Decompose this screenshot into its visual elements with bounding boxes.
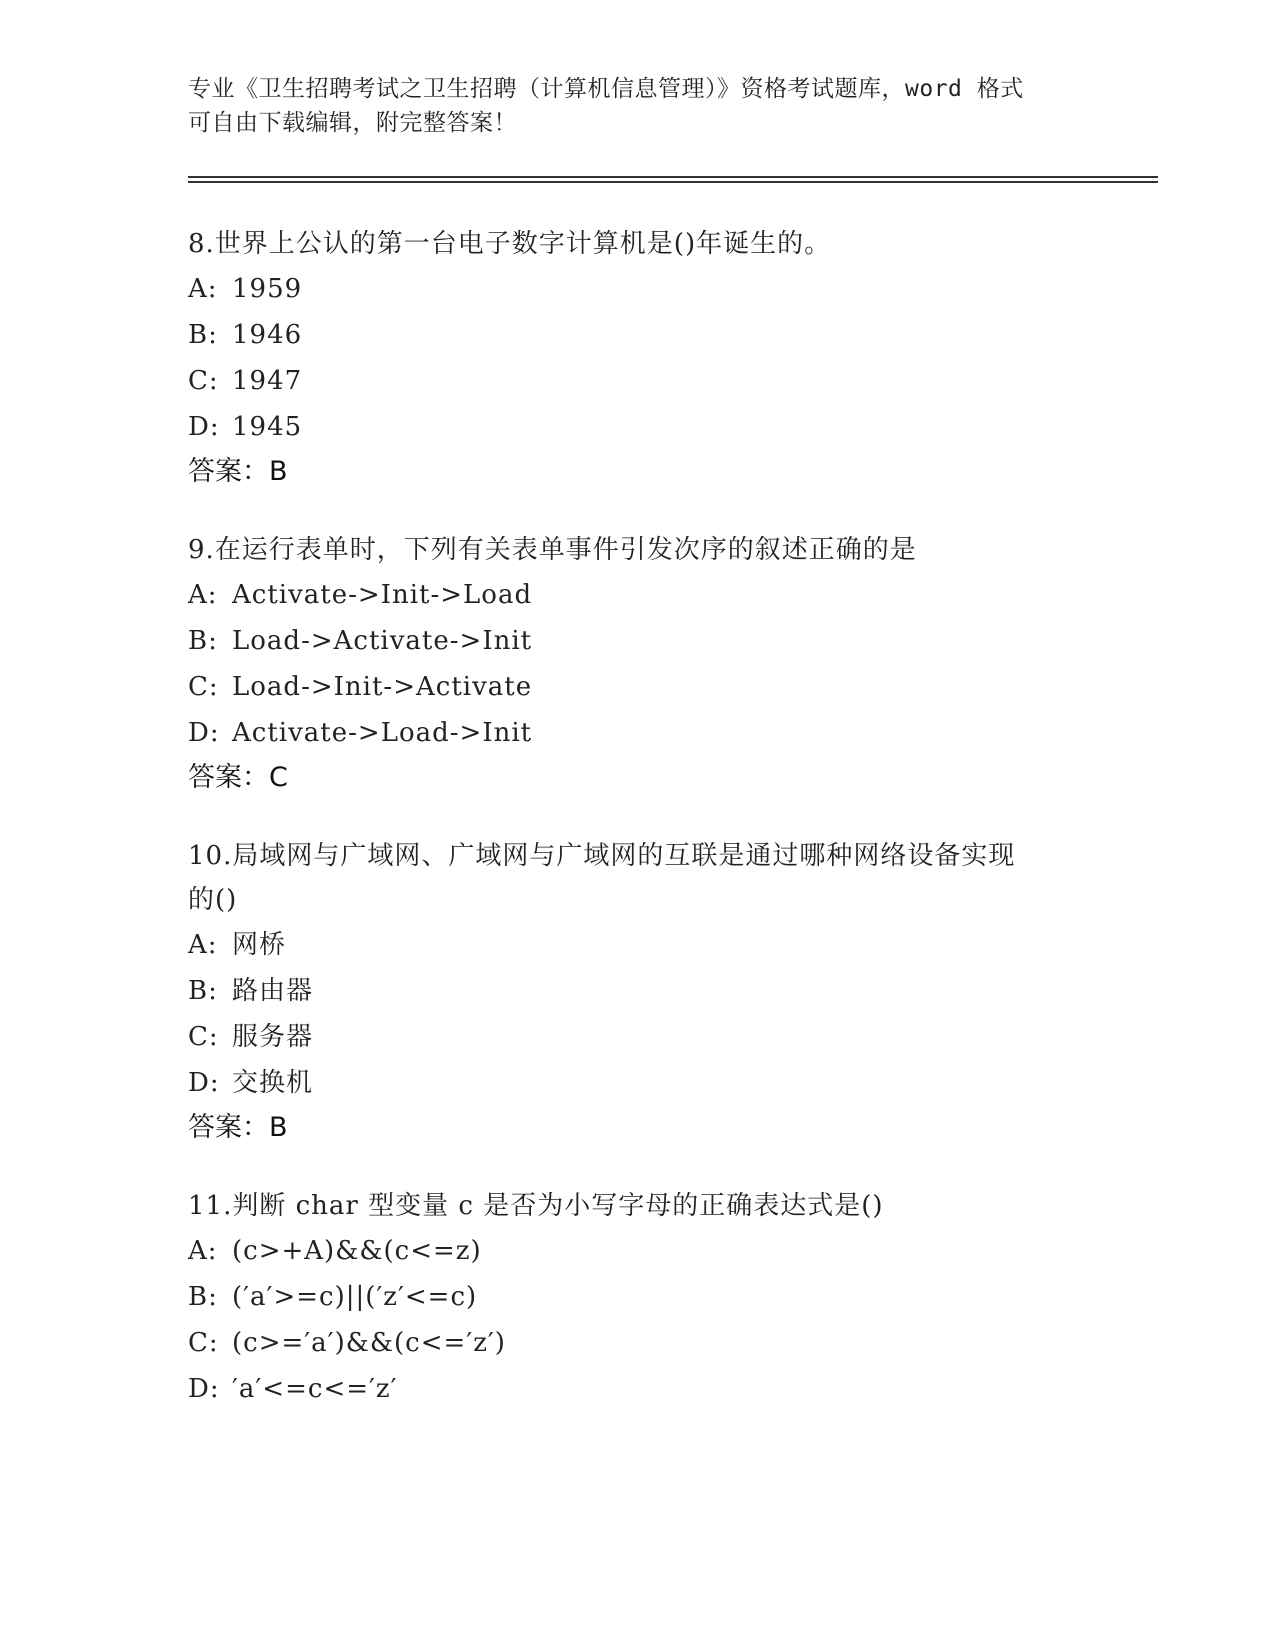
option-text: 1959 (232, 274, 303, 304)
question-stem-line: 的() (188, 885, 238, 915)
question-11 (188, 1184, 1088, 1412)
option-a (188, 572, 1088, 618)
option-letter: A: (188, 1236, 218, 1266)
option-text: 1946 (232, 320, 303, 350)
option-a (188, 266, 1088, 312)
option-letter: A: (188, 930, 218, 960)
option-b (188, 968, 1088, 1014)
question-10 (188, 834, 1088, 1150)
option-c (188, 1320, 1088, 1366)
option-letter: B: (188, 320, 218, 350)
option-letter: D: (188, 1374, 220, 1404)
question-stem (188, 834, 1088, 922)
option-letter: C: (188, 1022, 219, 1052)
header-divider-double (188, 181, 1158, 183)
option-text: (c>=′a′)&&(c<=′z′) (232, 1328, 506, 1358)
option-text: 服务器 (232, 1022, 314, 1052)
option-letter: A: (188, 274, 218, 304)
option-letter: B: (188, 1282, 218, 1312)
option-c (188, 1014, 1088, 1060)
option-text: ′a′<=c<=′z′ (232, 1374, 398, 1404)
option-d (188, 1366, 1088, 1412)
option-b (188, 1274, 1088, 1320)
answer-label: 答案：C (188, 762, 288, 793)
option-text: Load->Activate->Init (232, 626, 533, 656)
option-letter: C: (188, 366, 219, 396)
question-8 (188, 222, 1088, 494)
header-title-line-1: 专业《卫生招聘考试之卫生招聘（计算机信息管理）》资格考试题库，word 格式 (188, 76, 1024, 102)
option-letter: C: (188, 672, 219, 702)
option-text: (c>+A)&&(c<=z) (232, 1236, 482, 1266)
option-text: 交换机 (232, 1068, 314, 1098)
question-stem-line: 8.世界上公认的第一台电子数字计算机是()年诞生的。 (188, 229, 832, 259)
option-a (188, 922, 1088, 968)
option-a (188, 1228, 1088, 1274)
option-letter: B: (188, 976, 218, 1006)
option-c (188, 664, 1088, 710)
option-text: 路由器 (232, 976, 314, 1006)
option-d (188, 710, 1088, 756)
option-text: Activate->Load->Init (232, 718, 533, 748)
question-stem-line: 9.在运行表单时，下列有关表单事件引发次序的叙述正确的是 (188, 535, 917, 565)
answer-label: 答案：B (188, 456, 288, 487)
header-divider (188, 176, 1158, 178)
question-9 (188, 528, 1088, 800)
option-letter: A: (188, 580, 218, 610)
question-stem (188, 1184, 1088, 1228)
option-d (188, 1060, 1088, 1106)
option-b (188, 312, 1088, 358)
option-text: (′a′>=c)||(′z′<=c) (232, 1282, 478, 1312)
option-text: Activate->Init->Load (232, 580, 533, 610)
question-stem (188, 222, 1088, 266)
option-c (188, 358, 1088, 404)
option-letter: D: (188, 412, 220, 442)
question-stem-line: 10.局域网与广域网、广域网与广域网的互联是通过哪种网络设备实现 (188, 841, 1016, 871)
question-stem-line: 11.判断 char 型变量 c 是否为小写字母的正确表达式是() (188, 1191, 884, 1221)
option-text: Load->Init->Activate (232, 672, 533, 702)
answer-label: 答案：B (188, 1112, 288, 1143)
option-d (188, 404, 1088, 450)
header-title-line-2: 可自由下载编辑，附完整答案！ (188, 110, 517, 136)
option-text: 1945 (232, 412, 303, 442)
question-stem (188, 528, 1088, 572)
option-b (188, 618, 1088, 664)
option-letter: C: (188, 1328, 219, 1358)
option-letter: D: (188, 718, 220, 748)
option-letter: D: (188, 1068, 220, 1098)
option-text: 网桥 (232, 930, 287, 960)
option-letter: B: (188, 626, 218, 656)
document-header (188, 72, 1068, 140)
option-text: 1947 (232, 366, 303, 396)
